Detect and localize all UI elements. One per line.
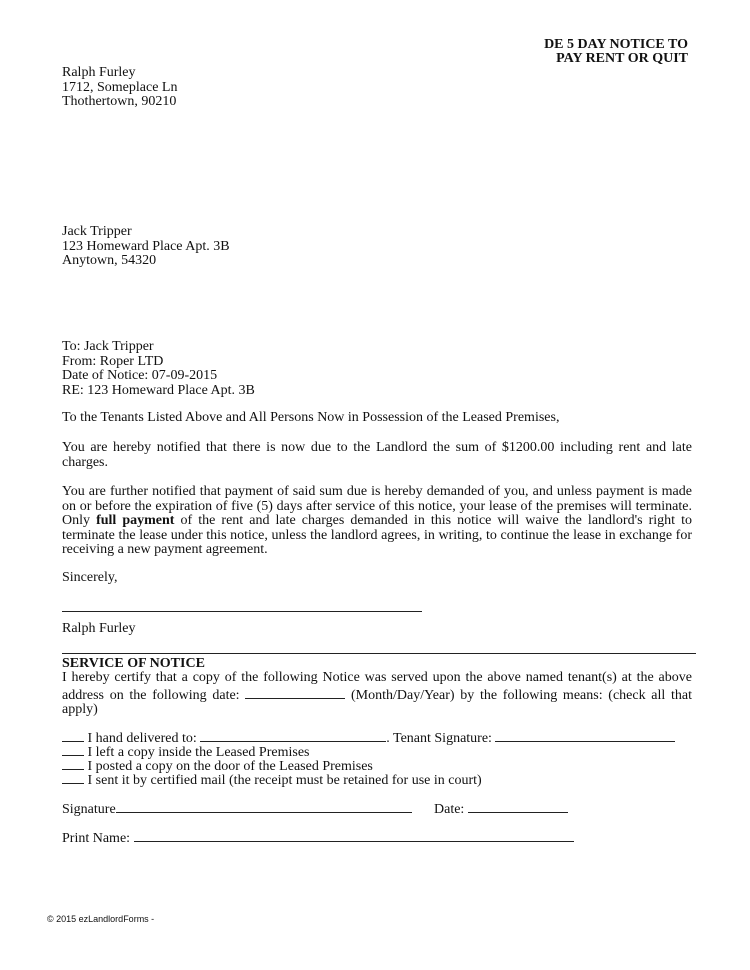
checkbox-certified-mail[interactable] (62, 771, 84, 784)
landlord-name: Ralph Furley (62, 65, 136, 80)
title-line-2: PAY RENT OR QUIT (556, 51, 688, 66)
server-signature-field[interactable] (116, 800, 412, 813)
hand-delivered-label: I hand delivered to: (87, 731, 197, 746)
server-date-field[interactable] (468, 800, 568, 813)
tenant-address (62, 225, 230, 269)
certified-mail-label: I sent it by certified mail (the receipt must be retained for use in court) (87, 773, 482, 788)
title-line-1: DE 5 DAY NOTICE TO (544, 37, 688, 52)
re-line: RE: 123 Homeward Place Apt. 3B (62, 382, 255, 398)
closing: Sincerely, (62, 570, 118, 585)
landlord-address (62, 66, 177, 110)
demand-text-b: of the rent and late charges demanded in this notice will waive the landlord's right to terminate the lease under this notice, unless the landlord agrees, in writing, to continue the lease in exchange for receiving a new payment agreement. (62, 513, 693, 557)
tenant-signature-field[interactable] (495, 729, 675, 742)
service-certification (62, 671, 692, 718)
amount-paragraph (62, 441, 692, 470)
signature-label: Signature (62, 802, 116, 817)
full-payment-emphasis: full payment (96, 513, 175, 528)
notice-title (544, 38, 688, 66)
checkbox-left-inside[interactable] (62, 743, 84, 756)
hand-delivered-to-field[interactable] (200, 729, 386, 742)
signer-name: Ralph Furley (62, 621, 136, 636)
server-signature-row (62, 800, 412, 818)
checkbox-hand-delivered[interactable] (62, 729, 84, 742)
date-label: Date: (434, 802, 465, 817)
landlord-street: 1712, Someplace Ln (62, 79, 178, 95)
to-line: To: Jack Tripper (62, 339, 154, 354)
from-line: From: Roper LTD (62, 353, 164, 369)
tenant-street: 123 Homeward Place Apt. 3B (62, 238, 230, 254)
cert-text-b: (Month/Day/Year) by the following means: (check all that apply) (62, 687, 692, 717)
date-line: Date of Notice: 07-09-2015 (62, 368, 218, 383)
server-date-row (434, 800, 568, 818)
demand-paragraph (62, 485, 692, 558)
tenant-name: Jack Tripper (62, 224, 132, 239)
print-name-field[interactable] (134, 829, 574, 842)
demand-text-a: You are further notified that payment of said sum due is hereby demanded of you, and unless payment is made on or before the expiration of five (5) days after service of this notice, your lease of the premises will terminate. Only (62, 484, 692, 528)
left-inside-label: I left a copy inside the Leased Premises (87, 745, 310, 760)
tenant-signature-label: . Tenant Signature: (386, 731, 492, 746)
print-name-row (62, 829, 574, 847)
certification-text (62, 671, 692, 718)
salutation (62, 411, 692, 426)
section-divider (62, 653, 696, 654)
checkbox-posted-door[interactable] (62, 757, 84, 770)
landlord-signature-line[interactable] (62, 611, 422, 612)
tenant-city: Anytown, 54320 (62, 253, 157, 268)
demand-text (62, 485, 692, 558)
service-date-field[interactable] (245, 686, 345, 699)
landlord-city: Thothertown, 90210 (62, 94, 177, 109)
cert-text-a: I hereby certify that a copy of the following Notice was served upon the above named tenant(s) at the above address on the following date: (62, 670, 692, 703)
print-name-label: Print Name: (62, 831, 131, 846)
service-heading: SERVICE OF NOTICE (62, 656, 205, 671)
notice-header (62, 340, 255, 398)
copyright-footer: © 2015 ezLandlordForms - (47, 914, 155, 924)
salutation-text: To the Tenants Listed Above and All Persons Now in Possession of the Leased Premises, (62, 410, 560, 425)
amount-text: You are hereby notified that there is now due to the Landlord the sum of $1200.00 including rent and late charges. (62, 440, 692, 470)
posted-door-label: I posted a copy on the door of the Leased Premises (87, 759, 373, 774)
option-certified-mail (62, 771, 482, 789)
